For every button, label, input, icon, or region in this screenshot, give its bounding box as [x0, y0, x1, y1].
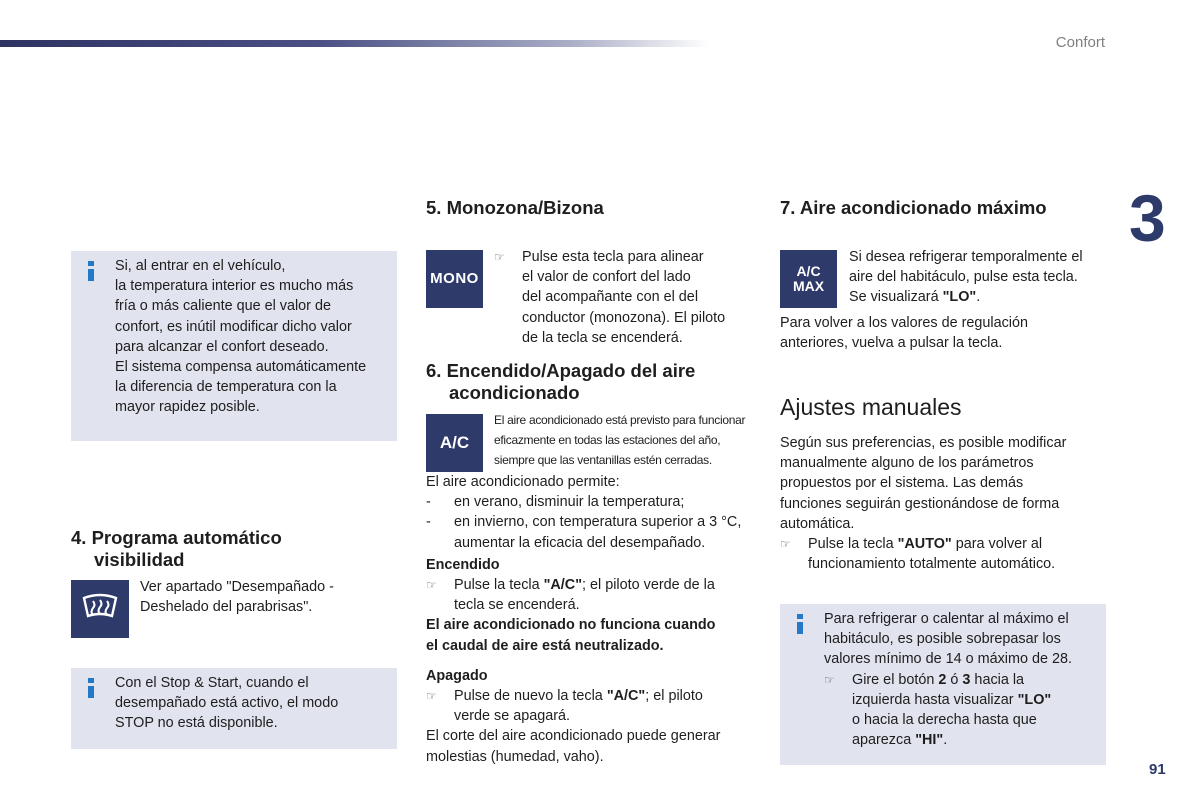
pointing-hand-icon: ☞ — [426, 578, 437, 593]
section-4-text: Ver apartado "Desempañado - Deshelado del parabrisas". — [140, 579, 334, 616]
visibility-program-button[interactable] — [71, 580, 129, 638]
info-icon-stem — [797, 622, 803, 634]
section-7-text: Si desea refrigerar temporalmente el aire del habitáculo, pulse esta tecla. Se visualizará "LO". — [849, 249, 1083, 306]
page-number: 91 — [1149, 761, 1166, 778]
section-7-after: Para volver a los valores de regulación anteriores, vuelva a pulsar la tecla. — [780, 315, 1028, 352]
section-6-body: El aire acondicionado permite: - en verano, disminuir la temperatura; - en invierno, con temperatura superior a 3 °C, aumentar la eficacia del desempañado. Encendido ☞ Pulse la tecla "A/C"; el piloto verde de la tecla se encenderá. El aire acondicionado no funciona cuando el caudal de aire está neutralizado. Apagado ☞ Pulse de nuevo la tecla "A/C"; el piloto verde se apagará. El corte del aire acondicionado puede generar molestias (humedad, vaho). — [426, 474, 742, 765]
info-box-stop-start — [71, 668, 397, 749]
info-icon-stem — [88, 686, 94, 698]
info-icon — [797, 614, 803, 619]
info-box-confort — [71, 251, 397, 441]
ac-max-button[interactable]: A/C MAX — [780, 250, 837, 308]
pointing-hand-icon: ☞ — [780, 537, 791, 552]
pointing-hand-icon: ☞ — [494, 250, 505, 264]
chapter-number: 3 — [1129, 181, 1166, 255]
section-title: Confort — [1055, 34, 1105, 51]
info-icon-stem — [88, 269, 94, 281]
info-text: Con el Stop & Start, cuando el desempañado está activo, el modo STOP no está disponible. — [115, 675, 339, 732]
section-5-text: ☞ Pulse esta tecla para alinear el valor de confort del lado del acompañante con el del conductor (monozona). El piloto de la tecla se encenderá. — [494, 249, 726, 346]
info-text: Si, al entrar en el vehículo, la temperatura interior es mucho más fría o más caliente que el valor de confort, es inútil modificar dicho valor para alcanzar el confort deseado. El sistema compensa automáticamente la diferencia de temperatura con la mayor rapidez posible. — [115, 258, 367, 416]
section-6-note: El aire acondicionado está previsto para funcionar eficazmente en todas las estaciones del año, siempre que las ventanillas estén cerradas. — [494, 413, 746, 467]
info-text: Para refrigerar o calentar al máximo el habitáculo, es posible sobrepasar los valores mínimo de 14 o máximo de 28. ☞ Gire el botón 2 ó 3 hacia la izquierda hasta visualizar "LO" o hacia la derecha hasta que aparezca "HI". — [824, 611, 1072, 749]
pointing-hand-icon: ☞ — [824, 672, 835, 687]
section-7-title: 7. Aire acondicionado máximo — [780, 197, 1047, 218]
info-icon — [88, 678, 94, 683]
mono-button[interactable]: MONO — [426, 250, 483, 308]
manual-settings-text: Según sus preferencias, es posible modificar manualmente alguno de los parámetros propuestos por el sistema. Las demás funciones seguirán gestionándose de forma automática. ☞ Pulse la tecla "AUTO" para volver al funcionamiento totalmente automático. — [780, 435, 1067, 573]
info-icon — [88, 261, 94, 266]
pointing-hand-icon: ☞ — [426, 689, 437, 704]
ac-button[interactable]: A/C — [426, 414, 483, 472]
header-bar — [0, 40, 710, 47]
windshield-defrost-icon — [80, 592, 120, 626]
section-6-title: 6. Encendido/Apagado del aire acondicionado — [426, 360, 696, 403]
info-box-lo-hi — [780, 604, 1106, 765]
section-5-title: 5. Monozona/Bizona — [426, 197, 604, 218]
manual-settings-title: Ajustes manuales — [780, 394, 962, 420]
section-4-title: 4. Programa automático visibilidad — [71, 527, 282, 570]
